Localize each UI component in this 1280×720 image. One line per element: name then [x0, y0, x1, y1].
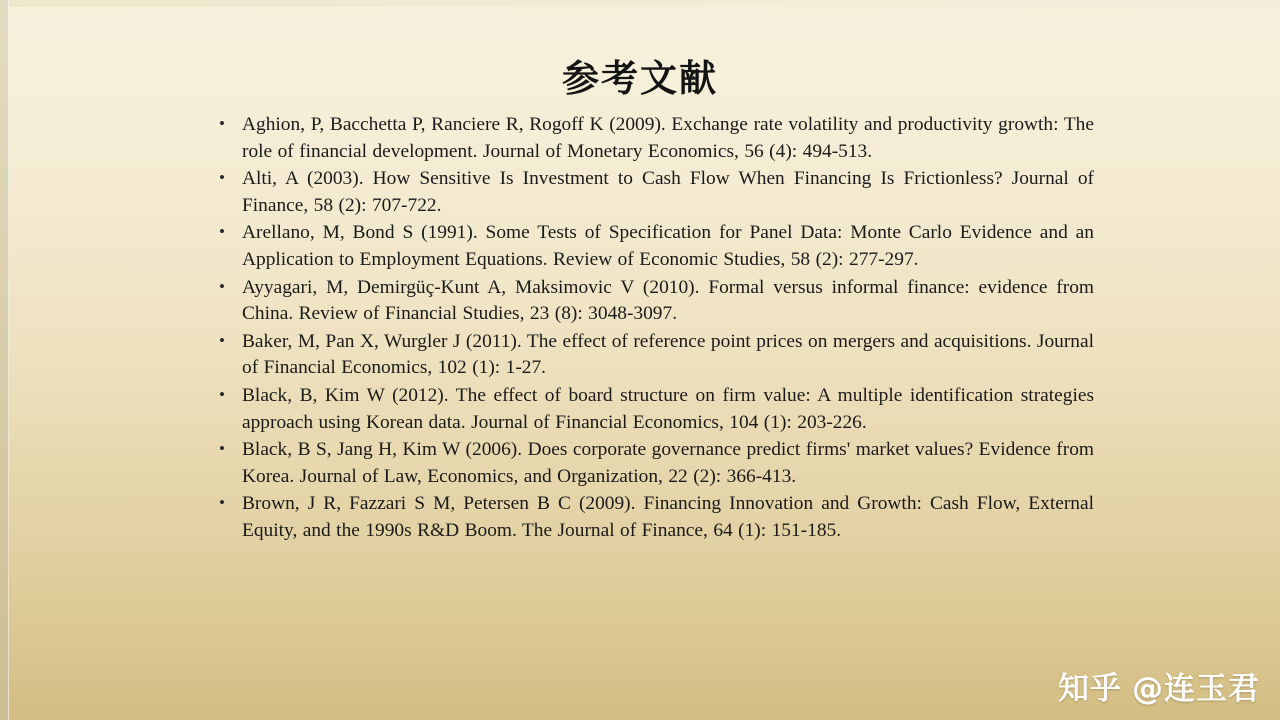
reference-list-container [214, 112, 1094, 546]
list-item: • Brown, J R, Fazzari S M, Petersen B C (2009). Financing Innovation and Growth: Cash Flow, External Equity, and the 1990s R&D Boom. The Journal of Finance, 64 (1): 151-185. [214, 491, 1094, 544]
list-item: • Alti, A (2003). How Sensitive Is Investment to Cash Flow When Financing Is Frictionless? Journal of Finance, 58 (2): 707-722. [214, 166, 1094, 219]
slide-top-edge [0, 0, 1280, 7]
list-item: • Aghion, P, Bacchetta P, Ranciere R, Rogoff K (2009). Exchange rate volatility and productivity growth: The role of financial development. Journal of Monetary Economics, 56 (4): 494-513. [214, 112, 1094, 165]
zhihu-logo: 知乎 [1058, 671, 1122, 707]
page-title: 参考文献 [562, 57, 718, 100]
slide-left-edge [0, 0, 9, 720]
list-item: • Black, B S, Jang H, Kim W (2006). Does corporate governance predict firms' market values? Evidence from Korea. Journal of Law, Economics, and Organization, 22 (2): 366-413. [214, 437, 1094, 490]
list-item: • Arellano, M, Bond S (1991). Some Tests of Specification for Panel Data: Monte Carlo Evidence and an Application to Employment Equations. Review of Economic Studies, 58 (2): 277-297. [214, 220, 1094, 273]
reference-list [214, 112, 1094, 545]
list-item: • Black, B, Kim W (2012). The effect of board structure on firm value: A multiple identification strategies approach using Korean data. Journal of Financial Economics, 104 (1): 203-226. [214, 383, 1094, 436]
watermark-username: @连玉君 [1132, 671, 1260, 707]
watermark [1058, 663, 1260, 708]
list-item: • Ayyagari, M, Demirgüç-Kunt A, Maksimovic V (2010). Formal versus informal finance: evidence from China. Review of Financial Studies, 23 (8): 3048-3097. [214, 275, 1094, 328]
list-item: • Baker, M, Pan X, Wurgler J (2011). The effect of reference point prices on mergers and acquisitions. Journal of Financial Economics, 102 (1): 1-27. [214, 329, 1094, 382]
